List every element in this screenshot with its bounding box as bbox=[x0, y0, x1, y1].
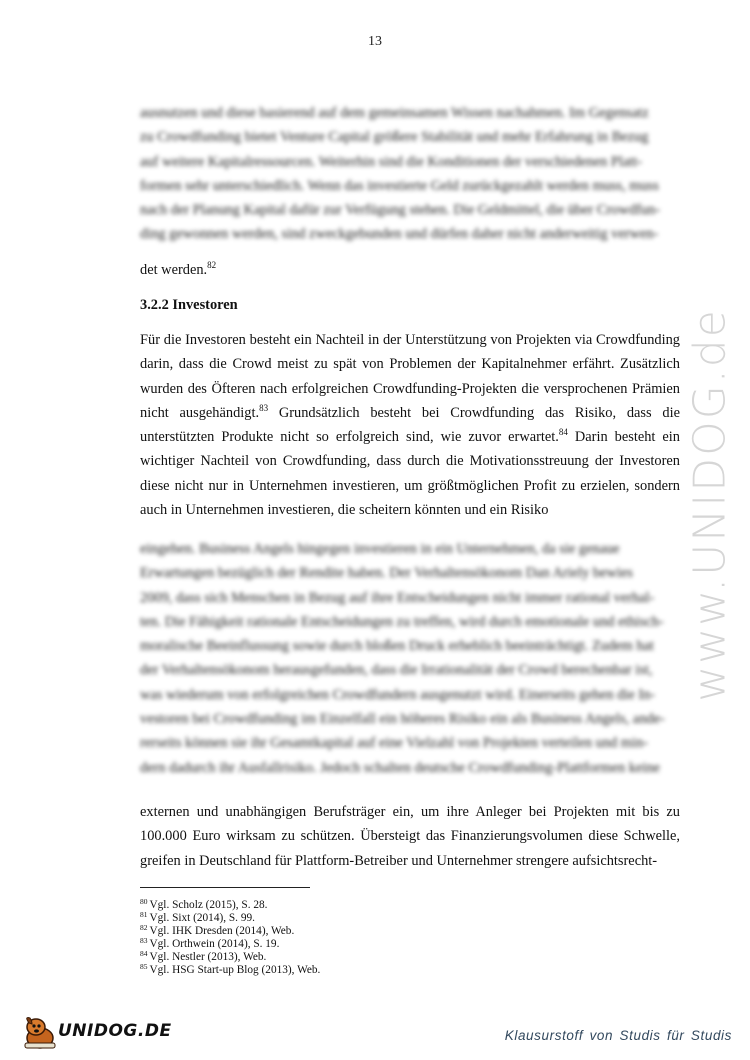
footnote bbox=[140, 951, 320, 964]
blurred-line: ausnutzen und diese basierend auf dem gemeinsamen Wissen nachahmen. Im Gegensatz bbox=[140, 105, 649, 121]
blurred-line: dern dadurch ihr Ausfallrisiko. Jedoch schalten deutsche Crowdfunding-Plattformen keine bbox=[140, 759, 660, 776]
blurred-line: der Verhaltensökonom herausgefunden, dass die Irrationalität der Crowd berechenbar ist, bbox=[140, 662, 653, 679]
intro-end-line bbox=[140, 258, 680, 282]
footnote-text: Vgl. Orthwein (2014), S. 19. bbox=[149, 938, 280, 950]
blurred-line: moralische Beeinflussung sowie durch bloßen Druck erheblich beeinträchtigt. Zudem hat bbox=[140, 638, 654, 655]
blurred-intro-paragraph bbox=[140, 101, 680, 247]
paragraph-sentence-1: Für die Investoren besteht ein Nachteil in der Unterstützung von Projekten via Crowdfunding darin, dass die Crowd meist zu spät von Problemen der Kapitalnehmer erfährt. Zusätzlich wurden des Öfteren nach erfolgreichen Crowdfunding-Projekten die versprochenen Prämien nicht ausgehändigt. bbox=[140, 332, 680, 421]
page-number: 13 bbox=[368, 34, 382, 49]
paragraph-sentence-2: Grundsätzlich besteht bei Crowdfunding das Risiko, dass die unterstützten Produkte nicht so erfolgreich sind, wie zuvor erwartet. bbox=[140, 404, 680, 446]
unidog-logo[interactable] bbox=[20, 1012, 172, 1052]
blurred-line: was wiederum von erfolgreichen Crowdfundern ausgenutzt wird. Einerseits gehen die In- bbox=[140, 686, 656, 703]
footnote-number: 85 bbox=[140, 962, 148, 971]
tagline: Klausurstoff von Studis für Studis bbox=[504, 1028, 732, 1043]
blurred-middle-paragraph bbox=[140, 537, 680, 780]
dog-mascot-icon bbox=[20, 1012, 60, 1052]
footnote-text: Vgl. Sixt (2014), S. 99. bbox=[149, 912, 255, 924]
footnote-number: 84 bbox=[140, 949, 148, 958]
footnote-number: 80 bbox=[140, 897, 148, 906]
footnote-text: Vgl. HSG Start-up Blog (2013), Web. bbox=[149, 964, 321, 976]
blurred-line: nach der Planung Kapital dafür zur Verfügung stehen. Die Geldmittel, die über Crowdfun- bbox=[140, 202, 661, 219]
blurred-line: ten. Die Fähigkeit rationale Entscheidungen zu treffen, wird durch emotionale und ethisch- bbox=[140, 613, 664, 630]
footnote-ref-82: 82 bbox=[207, 260, 217, 270]
footnote-text: Vgl. IHK Dresden (2014), Web. bbox=[149, 925, 295, 937]
blurred-line: eingehen. Business Angels hingegen investieren in ein Unternehmen, da sie genaue bbox=[140, 541, 620, 557]
watermark-text: www.UNIDOG.de bbox=[684, 308, 736, 702]
intro-end-text: det werden. bbox=[140, 262, 208, 278]
footnote-ref-84: 84 bbox=[558, 427, 568, 438]
footnote-text: Vgl. Nestler (2013), Web. bbox=[149, 951, 267, 963]
logo-text: UNIDOG.DE bbox=[58, 1021, 172, 1041]
blurred-line: 2009, dass sich Menschen in Bezug auf ihre Entscheidungen nicht immer rational verhal- bbox=[140, 589, 655, 606]
footnote-number: 82 bbox=[140, 923, 148, 932]
investoren-paragraph bbox=[140, 328, 680, 522]
blurred-line: zu Crowdfunding bietet Venture Capital größere Stabilität und mehr Erfahrung in Bezug bbox=[140, 129, 649, 146]
footnote-ref-83: 83 bbox=[259, 402, 269, 413]
footnote bbox=[140, 938, 320, 951]
blurred-line: ding gewonnen werden, sind zweckgebunden und dürfen daher nicht anderweitig verwen- bbox=[140, 226, 659, 243]
watermark bbox=[680, 270, 740, 740]
closing-paragraph: externen und unabhängigen Berufsträger ein, um ihre Anleger bei Projekten mit bis zu 100.000 Euro wirksam zu schützen. Übersteigt das Finanzierungsvolumen diese Schwelle, greifen in Deutschland für Plattform-Betreiber und Unternehmer strengere aufsichtsrecht- bbox=[140, 804, 680, 869]
footnote-number: 81 bbox=[140, 910, 148, 919]
paragraph-sentence-3: Darin besteht ein wichtiger Nachteil von Crowdfunding, dass durch die Motivationsstreuung der Investoren diese nicht nur in Unternehmen investieren, um größtmöglichen Profit zu erzielen, sondern auch in Unternehmen investieren, die scheitern könnten und ein Risiko bbox=[140, 429, 680, 519]
footnote bbox=[140, 912, 320, 925]
footnotes-list bbox=[140, 899, 320, 977]
footnote-divider bbox=[140, 887, 310, 888]
footnote-text: Vgl. Scholz (2015), S. 28. bbox=[149, 899, 268, 911]
blurred-line: formen sehr unterschiedlich. Wenn das investierte Geld zurückgezahlt werden muss, muss bbox=[140, 177, 659, 194]
footnote bbox=[140, 925, 320, 938]
blurred-line: Erwartungen bezüglich der Rendite haben. Der Verhaltensökonom Dan Ariely bewies bbox=[140, 565, 633, 582]
blurred-line: vestoren bei Crowdfunding im Einzelfall ein höheres Risiko ein als Business Angels, ande- bbox=[140, 711, 665, 728]
footnote bbox=[140, 899, 320, 912]
section-heading: 3.2.2 Investoren bbox=[140, 297, 238, 313]
blurred-line: rerseits können sie ihr Gesamtkapital auf eine Vielzahl von Projekten verteilen und min- bbox=[140, 735, 648, 752]
footnote bbox=[140, 964, 320, 977]
footnote-number: 83 bbox=[140, 936, 148, 945]
blurred-line: auf weitere Kapitalressourcen. Weiterhin sind die Konditionen der verschiedenen Platt- bbox=[140, 153, 643, 170]
